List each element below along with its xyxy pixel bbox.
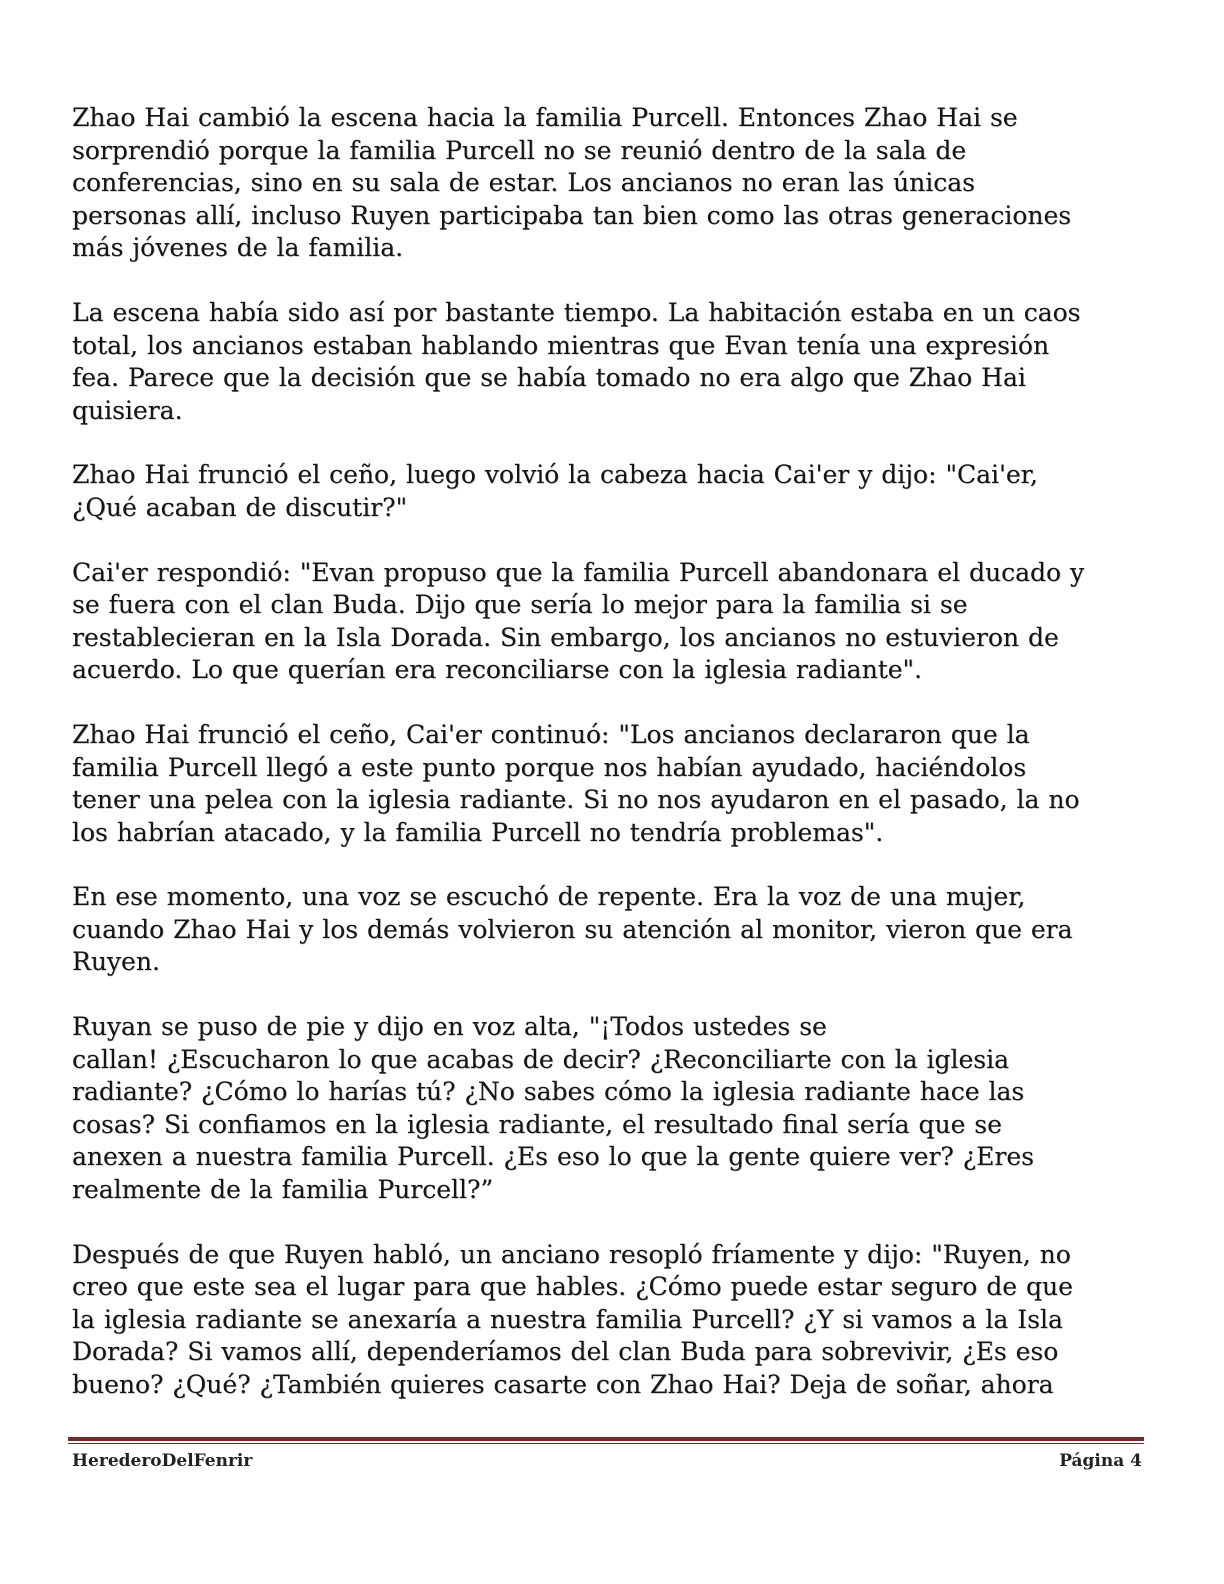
footer-page-number: Página 4 bbox=[1059, 1451, 1142, 1471]
paragraph-3: Zhao Hai frunció el ceño, luego volvió la cabeza hacia Cai'er y dijo: "Cai'er, ¿Qué acaban de discutir?" bbox=[72, 460, 1038, 522]
footer-divider bbox=[68, 1437, 1144, 1445]
paragraph-5: Zhao Hai frunció el ceño, Cai'er continuó: "Los ancianos declararon que la familia Purcell llegó a este punto porque nos habían ayudado, haciéndolos tener una pelea con la iglesia radiante. Si no nos ayudaron en el pasado, la no los habrían atacado, y la familia Purcell no tendría problemas". bbox=[72, 719, 1080, 847]
paragraph-6: En ese momento, una voz se escuchó de repente. Era la voz de una mujer, cuando Zhao Hai y los demás volvieron su atención al monitor, vieron que era Ruyen. bbox=[72, 882, 1073, 977]
footer-divider-thick bbox=[68, 1437, 1144, 1441]
paragraph-4: Cai'er respondió: "Evan propuso que la familia Purcell abandonara el ducado y se fuera con el clan Buda. Dijo que sería lo mejor para la familia si se restablecieran en la Isla Dorada. Sin embargo, los ancianos no estuvieron de acuerdo. Lo que querían era reconciliarse con la iglesia radiante". bbox=[72, 557, 1085, 685]
paragraph-8: Después de que Ruyen habló, un anciano resopló fríamente y dijo: "Ruyen, no creo que este sea el lugar para que hables. ¿Cómo puede estar seguro de que la iglesia radiante se anexaría a nuestra familia Purcell? ¿Y si vamos a la Isla Dorada? Si vamos allí, dependeríamos del clan Buda para sobrevivir, ¿Es eso bueno? ¿Qué? ¿También quieres casarte con Zhao Hai? Deja de soñar, ahora bbox=[72, 1239, 1073, 1399]
paragraph-7: Ruyan se puso de pie y dijo en voz alta, "¡Todos ustedes se callan! ¿Escucharon lo que acabas de decir? ¿Reconciliarte con la iglesia radiante? ¿Cómo lo harías tú? ¿No sabes cómo la iglesia radiante hace las cosas? Si confiamos en la iglesia radiante, el resultado final sería que se anexen a nuestra familia Purcell. ¿Es eso lo que la gente quiere ver? ¿Eres realmente de la familia Purcell?” bbox=[72, 1012, 1034, 1205]
paragraph-1: Zhao Hai cambió la escena hacia la familia Purcell. Entonces Zhao Hai se sorprendió porque la familia Purcell no se reunió dentro de la sala de conferencias, sino en su sala de estar. Los ancianos no eran las únicas personas allí, incluso Ruyen participaba tan bien como las otras generaciones más jóvenes de la familia. bbox=[72, 103, 1072, 263]
footer-divider-thin bbox=[68, 1443, 1144, 1444]
footer-author: HerederoDelFenrir bbox=[72, 1451, 253, 1471]
paragraph-2: La escena había sido así por bastante tiempo. La habitación estaba en un caos total, los ancianos estaban hablando mientras que Evan tenía una expresión fea. Parece que la decisión que se había tomado no era algo que Zhao Hai quisiera. bbox=[72, 297, 1081, 425]
body-text bbox=[72, 102, 1147, 1434]
